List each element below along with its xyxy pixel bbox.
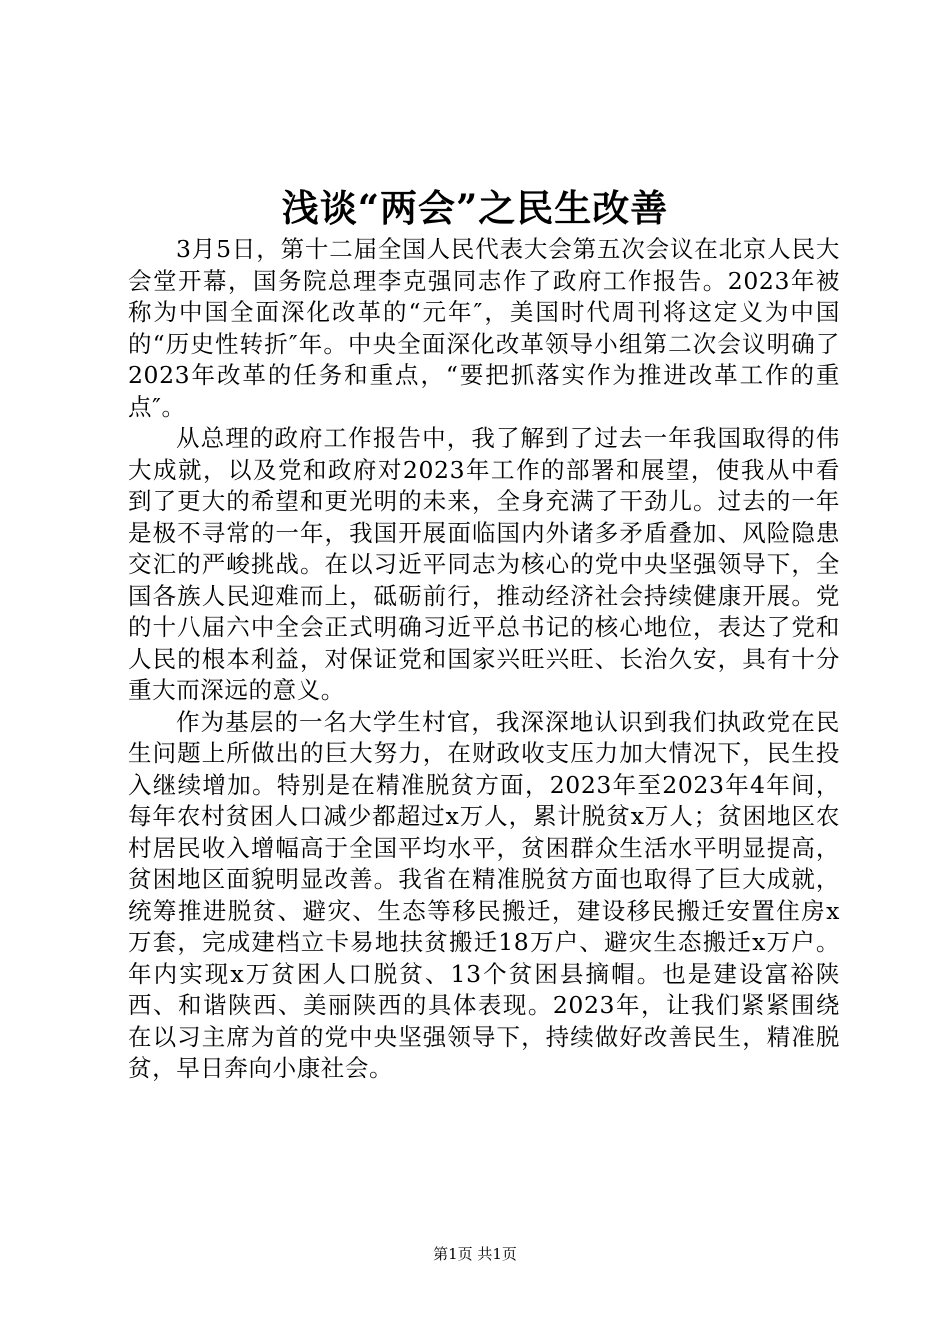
- paragraph-1: 3月5日，第十二届全国人民代表大会第五次会议在北京人民大会堂开幕，国务院总理李克强同志作了政府工作报告。2023年被称为中国全面深化改革的“元年″，美国时代周刊将这定义为中国的“历史性转折″年。中央全面深化改革领导小组第二次会议明确了2023年改革的任务和重点，“要把抓落实作为推进改革工作的重点″。: [128, 235, 840, 421]
- document-title: 浅谈“两会”之民生改善: [281, 186, 669, 230]
- paragraph-2: 从总理的政府工作报告中，我了解到了过去一年我国取得的伟大成就，以及党和政府对2023年工作的部署和展望，使我从中看到了更大的希望和更光明的未来，全身充满了干劲儿。过去的一年是极不寻常的一年，我国开展面临国内外诸多矛盾叠加、风险隐患交汇的严峻挑战。在以习近平同志为核心的党中央坚强领导下，全国各族人民迎难而上，砥砺前行，推动经济社会持续健康开展。党的十八届六中全会正式明确习近平总书记的核心地位，表达了党和人民的根本利益，对保证党和国家兴旺兴旺、长治久安，具有十分重大而深远的意义。: [128, 424, 840, 704]
- document-body: [128, 234, 840, 1085]
- page-footer: 第1页 共1页: [433, 1245, 517, 1263]
- paragraph-3: 作为基层的一名大学生村官，我深深地认识到我们执政党在民生问题上所做出的巨大努力，在财政收支压力加大情况下，民生投入继续增加。特别是在精准脱贫方面，2023年至2023年4年间，每年农村贫困人口减少都超过x万人，累计脱贫x万人；贫困地区农村居民收入增幅高于全国平均水平，贫困群众生活水平明显提高，贫困地区面貌明显改善。我省在精准脱贫方面也取得了巨大成就，统筹推进脱贫、避灾、生态等移民搬迁，建设移民搬迁安置住房x万套，完成建档立卡易地扶贫搬迁18万户、避灾生态搬迁x万户。年内实现x万贫困人口脱贫、13个贫困县摘帽。也是建设富裕陕西、和谐陕西、美丽陕西的具体表现。2023年，让我们紧紧围绕在以习主席为首的党中央坚强领导下，持续做好改善民生，精准脱贫，早日奔向小康社会。: [128, 707, 840, 1082]
